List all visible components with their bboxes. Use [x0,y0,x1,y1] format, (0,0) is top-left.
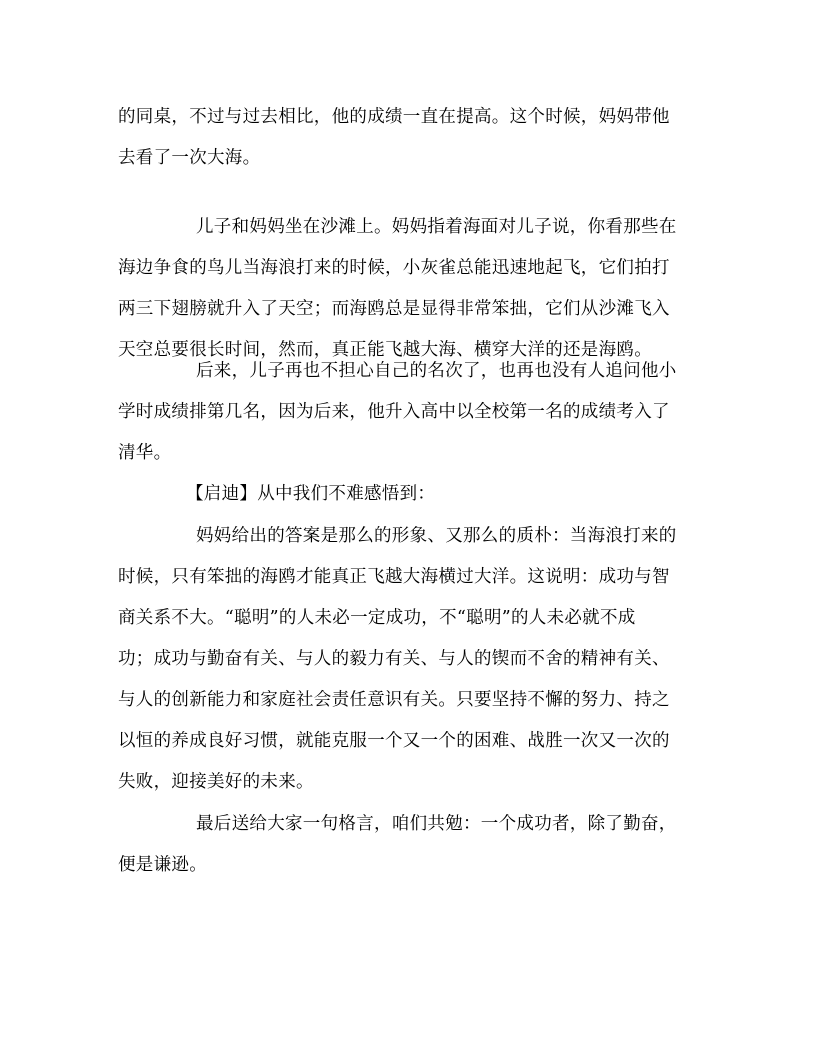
text-line: 最后送给大家一句格言，咱们共勉：一个成功者，除了勤奋， [196,814,677,834]
text-line: 便是谦逊。 [118,855,207,875]
text-line: 清华。 [118,443,172,463]
text-line: 失败，迎接美好的未来。 [118,772,314,792]
text-line: 的同桌，不过与过去相比，他的成绩一直在提高。这个时候，妈妈带他 [118,107,670,127]
text-line: 两三下翅膀就升入了天空；而海鸥总是显得非常笨拙，它们从沙滩飞入 [118,299,670,319]
text-line: 与人的创新能力和家庭社会责任意识有关。只要坚持不懈的努力、持之 [118,690,670,710]
text-line: 儿子和妈妈坐在沙滩上。妈妈指着海面对儿子说，你看那些在 [196,217,677,237]
text-line: 功；成功与勤奋有关、与人的毅力有关、与人的锲而不舍的精神有关、 [118,649,670,669]
text-line: 海边争食的鸟儿当海浪打来的时候，小灰雀总能迅速地起飞，它们拍打 [118,258,670,278]
text-line: 去看了一次大海。 [118,148,261,168]
text-line: 妈妈给出的答案是那么的形象、又那么的质朴：当海浪打来的 [196,526,677,546]
text-line: 天空总要很长时间，然而，真正能飞越大海、横穿大洋的还是海鸥。 [118,340,652,360]
text-line: 后来，儿子再也不担心自己的名次了，也再也没有人追问他小 [196,361,677,381]
text-line: 以恒的养成良好习惯，就能克服一个又一个的困难、战胜一次又一次的 [118,731,670,751]
text-line: 商关系不大。“聪明”的人未必一定成功，不“聪明”的人未必就不成 [118,608,636,628]
text-line: 学时成绩排第几名，因为后来，他升入高中以全校第一名的成绩考入了 [118,402,670,422]
section-heading: 【启迪】从中我们不难感悟到： [186,484,436,504]
text-line: 时候，只有笨拙的海鸥才能真正飞越大海横过大洋。这说明：成功与智 [118,567,670,587]
